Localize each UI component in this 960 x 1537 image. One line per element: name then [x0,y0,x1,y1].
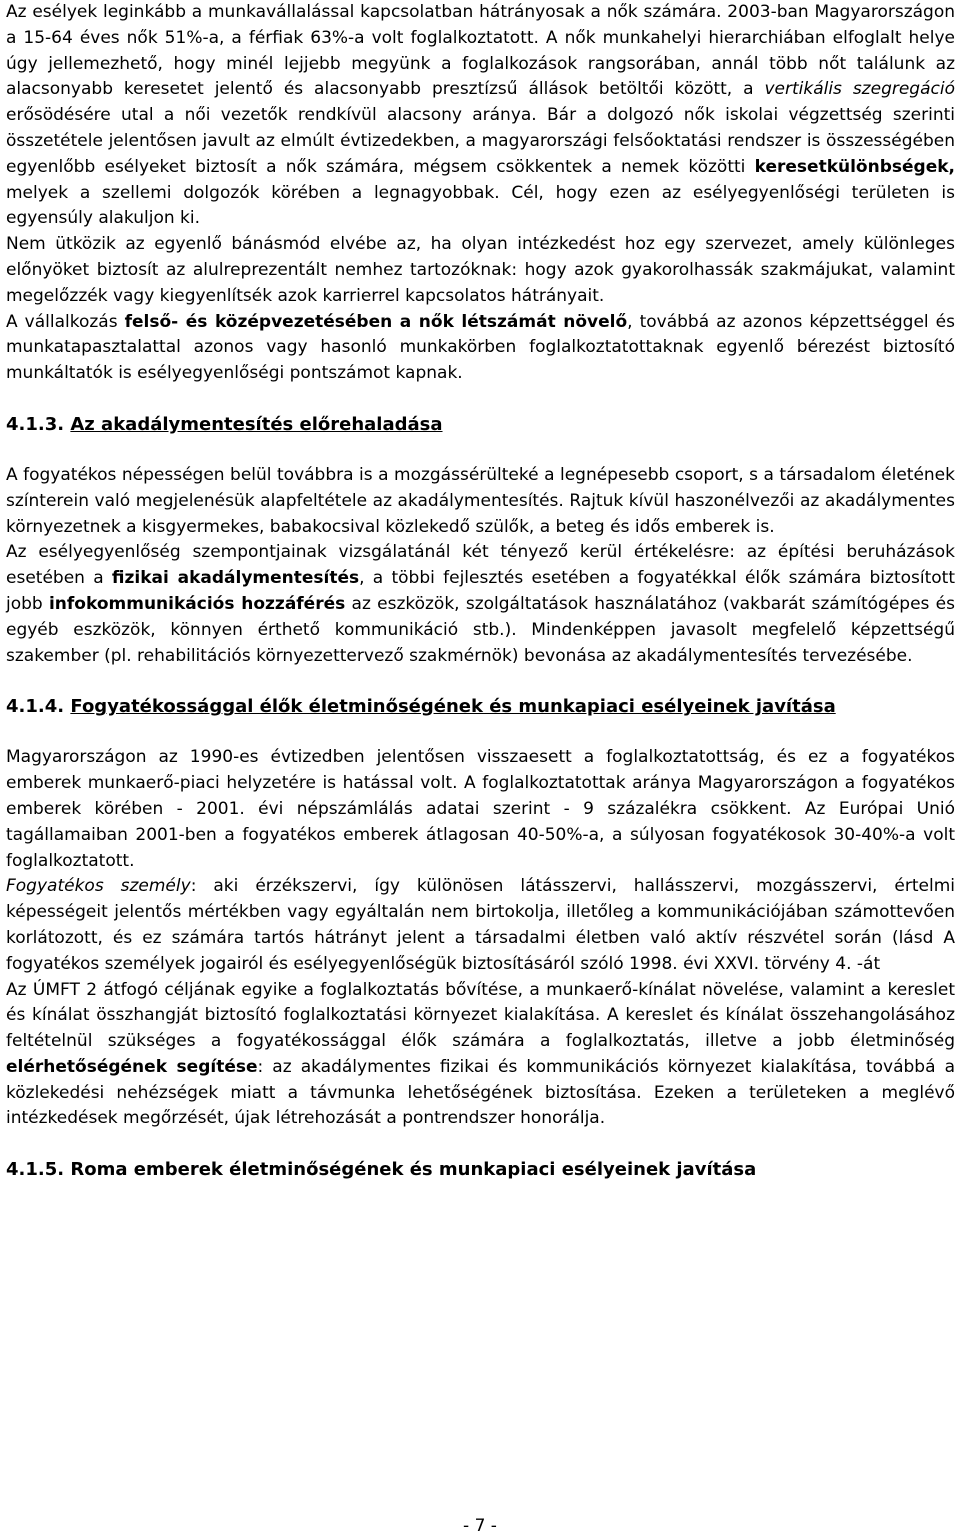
text-run: melyek a szellemi dolgozók körében a legnagyobbak. Cél, hogy ezen az esélyegyenlőségi területen is egyensúly alakuljon ki. [6,182,955,229]
paragraph-management-women [6,310,955,387]
paragraph-umft-goals [6,978,955,1133]
paragraph-disabled-definition [6,874,955,977]
text-run: Az ÚMFT 2 átfogó céljának egyike a foglalkoztatás bővítése, a munkaerő-kínálat növelése, valamint a kereslet és kínálat összhangját biztosító foglalkoztatási környezet kialakítása. A kereslet és kínálat összehangolásához feltételnül szükséges a fogyatékossággal élők számára a foglalkoztatás, illetve a jobb életminőség [6,979,955,1052]
emphasis-vertical-segregation: vertikális szegregáció [764,79,955,100]
spacer [6,387,955,412]
section-title: Az akadálymentesítés előrehaladása [70,413,443,435]
paragraph-accessibility-criteria [6,540,955,669]
emphasis-disabled-person: Fogyatékos személy [6,876,191,897]
section-heading-4-1-4 [6,694,955,720]
emphasis-physical-accessibility: fizikai akadálymentesítés [111,568,360,589]
emphasis-wage-gap: keresetkülönbségek, [754,156,955,177]
emphasis-infocommunication-access: infokommunikációs hozzáférés [48,593,346,614]
text-run: , a többi fejlesztés esetében a fogyatékkal élők számára biztosított jobb [6,568,955,614]
section-title: Fogyatékossággal élők életminőségének és munkapiaci esélyeinek javítása [70,696,836,718]
section-number: 4.1.4. [6,696,65,718]
text-run: : az akadálymentes fizikai és kommunikációs környezet kialakítása, továbbá a közlekedési nehézségek miatt a távmunka lehetőségének biztosítása. Ezeken a területeken a meglévő intézkedések megőrzését, újak létrehozását a pontrendszer honorálja. [6,1056,955,1129]
text-run: , továbbá az azonos képzettséggel és munkatapasztalattal azonos vagy hasonló munkakörben foglalkoztatottaknak egyenlő bérezést biztosító munkáltatók is esélyegyenlőségi pontszámot kapnak. [6,311,955,384]
section-number: 4.1.5. [6,1159,65,1181]
text-run: : aki érzékszervi, így különösen látásszervi, hallásszervi, mozgásszervi, értelmi képességeit jelentős mértékben vagy egyáltalán nem birtokolja, illetőleg a kommunikációjában számottevően korlátozott, és ez számára tartós hátrányt jelent a társadalmi életben való aktív részvétel során (lásd A fogyatékos személyek jogairól és esélyegyenlőségük biztosításáról szóló 1998. évi XXVI. törvény 4. -át [6,876,955,974]
emphasis-management-women: felső- és középvezetésében a nők létszámát növelő [124,311,628,332]
paragraph-disabled-employment: Magyarországon az 1990-es évtizedben jelentősen visszaesett a foglalkoztatottság, és ez a fogyatékos emberek munkaerő-piaci helyzetére is hatással volt. A foglalkoztatottak aránya Magyarországon a fogyatékos emberek körében - 2001. évi népszámlálás adatai szerint - 9 százalékra csökkent. Az Európai Unió tagállamaiban 2001-ben a fogyatékos emberek átlagosan 40-50%-a, a súlyosan fogyatékosok 30-40%-a volt foglalkoztatott. [6,747,955,871]
text-run: Az esélyegyenlőség szempontjainak vizsgálatánál két tényező kerül értékelésre: az építési beruházások esetében a [6,542,955,589]
paragraph-accessibility-intro: A fogyatékos népességen belül továbbra is a mozgássérülteké a legnépesebb csoport, s a társadalom életének színterein való megjelenésük alapfeltétele az akadálymentesítés. Rajtuk kívül haszonélvezői az akadálymentes környezetnek a kisgyermekes, babakocsival közlekedő szülők, a beteg és idős emberek is. [6,464,955,537]
text-run: Az esélyek leginkább a munkavállalással kapcsolatban hátrányosak a nők számára. 2003-ban Magyarországon a 15-64 éves nők 51%-a, a férfiak 63%-a volt foglalkoztatott. A nők munkahelyi hierarchiában elfoglalt helye úgy jellemezhető, hogy minél lejjebb megyünk a foglalkozások rangsorában, annál több nőt találunk az alacsonyabb keresetet jelentő és alacsonyabb presztízsű állások betöltői között, a [6,2,955,100]
emphasis-accessibility-support: elérhetőségének segítése [6,1056,258,1077]
spacer [6,1132,955,1157]
section-title: Roma emberek életminőségének és munkapiaci esélyeinek javítása [70,1159,757,1181]
text-run: A vállalkozás [6,311,125,332]
document-page [6,0,955,1183]
text-run: erősödésére utal a női vezetők rendkívül alacsony aránya. Bár a dolgozó nők iskolai végzettség szerinti összetétele jelentősen javult az elmúlt évtizedekben, a magyarországi felsőoktatási rendszer is összességében egyenlőbb esélyeket biztosít a nők számára, mégsem csökkentek a nemek közötti [6,105,955,177]
text-run: az eszközök, szolgáltatások használatához (vakbarát számítógépes és egyéb eszközök, könnyen érthető kommunikáció stb.). Mindenképpen javasolt megfelelő képzettségű szakember (pl. rehabilitációs környezettervező szakmérnök) bevonása az akadálymentesítés tervezésébe. [6,593,955,666]
spacer [6,438,955,463]
section-number: 4.1.3. [6,413,65,435]
spacer [6,669,955,694]
page-number: - 7 - [463,1516,497,1536]
paragraph-equal-treatment: Nem ütközik az egyenlő bánásmód elvébe az, ha olyan intézkedést hoz egy szervezet, amely különleges előnyöket biztosít az alulreprezentált nemhez tartozóknak: hogy azok gyakorolhassák szakmájukat, valamint megelőzzék vagy kiegyenlítsék azok karrierrel kapcsolatos hátrányait. [6,234,955,306]
spacer [6,720,955,745]
section-heading-4-1-3 [6,412,955,438]
section-heading-4-1-5 [6,1157,955,1183]
paragraph-women-employment [6,0,955,232]
